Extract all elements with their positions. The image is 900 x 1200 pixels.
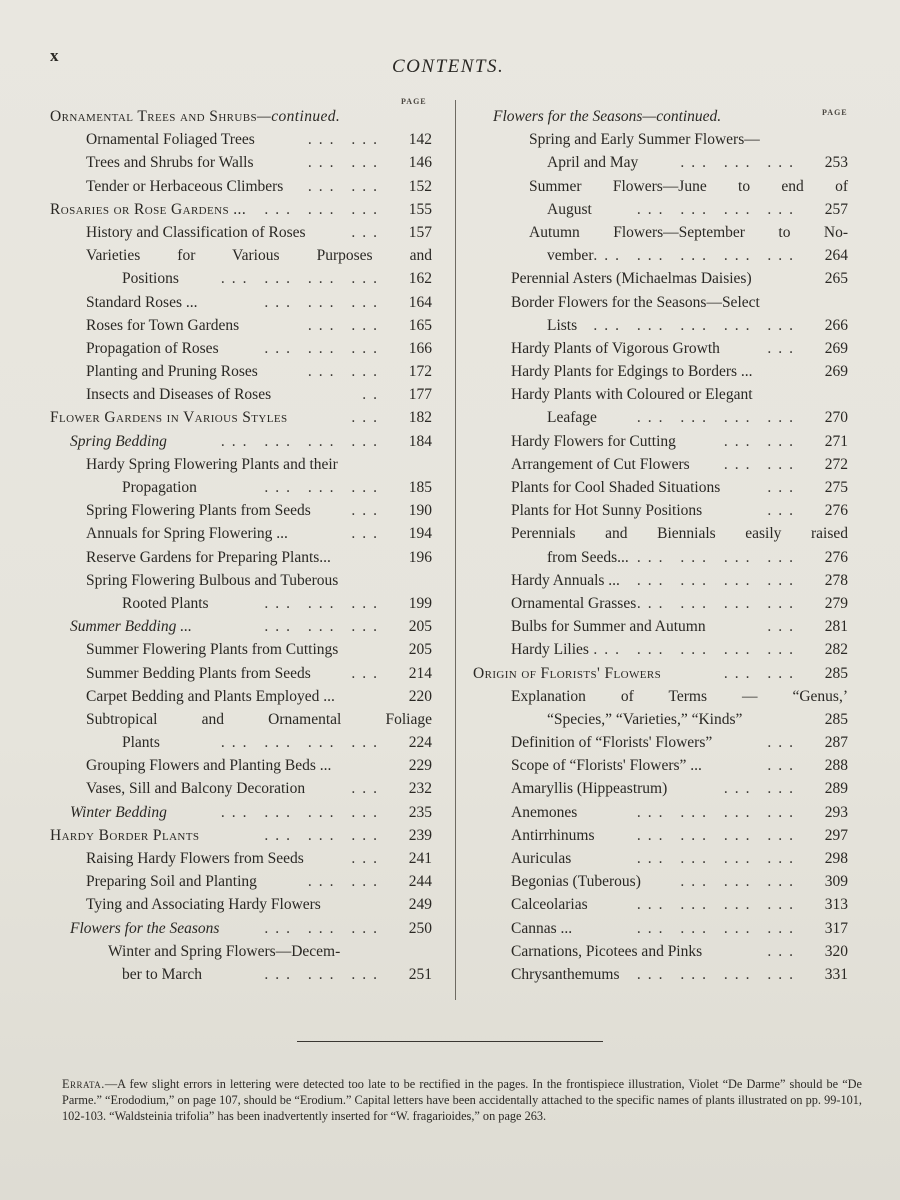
leader-dots: ... ... ... ... <box>636 409 800 427</box>
toc-page-number: 266 <box>824 316 848 334</box>
contents-right-column <box>473 105 848 986</box>
column-divider <box>455 100 456 1000</box>
toc-page-number: 224 <box>408 734 432 752</box>
toc-page-number: 281 <box>824 618 848 636</box>
leader-dots: ... ... ... <box>680 154 800 172</box>
toc-entry-title: Begonias (Tuberous) <box>511 873 641 891</box>
page-folio: x <box>50 46 60 65</box>
toc-page-number: 251 <box>408 965 432 983</box>
continued-suffix: —continued. <box>257 108 341 125</box>
toc-page-number: 244 <box>408 873 432 891</box>
toc-page-number: 146 <box>408 154 432 172</box>
toc-page-number: 279 <box>824 594 848 612</box>
toc-entry-title: Hardy Annuals ... <box>511 571 620 589</box>
toc-entry <box>473 267 848 290</box>
leader-dots: ... ... ... ... <box>220 734 384 752</box>
leader-dots: ... ... <box>723 455 800 473</box>
toc-entry <box>473 499 848 522</box>
toc-page-number: 269 <box>824 339 848 357</box>
toc-entry-title: Antirrhinums <box>511 826 595 844</box>
toc-page-number: 220 <box>408 687 432 705</box>
toc-entry-title: History and Classification of Roses <box>86 223 306 241</box>
toc-entry-title: Hardy Lilies <box>511 641 589 659</box>
footnote-rule <box>297 1041 603 1042</box>
leader-dots: ... ... ... ... <box>636 850 800 867</box>
toc-page-number: 288 <box>824 757 848 775</box>
continued-suffix: —continued. <box>642 108 722 125</box>
leader-dots: ... ... <box>307 154 384 172</box>
toc-entry <box>50 731 432 754</box>
toc-entry <box>473 244 848 267</box>
toc-entry <box>473 708 848 731</box>
toc-page-number: 152 <box>408 177 432 195</box>
toc-entry <box>473 406 848 429</box>
toc-entry <box>50 638 432 661</box>
leader-dots: ... ... ... <box>264 200 384 218</box>
toc-page-number: 166 <box>408 339 432 357</box>
toc-entry-title: Reserve Gardens for Preparing Plants... <box>86 548 331 566</box>
toc-entry <box>50 870 432 893</box>
toc-entry-title: Anemones <box>511 803 578 821</box>
toc-entry <box>50 569 432 592</box>
toc-page-number: 214 <box>408 664 432 682</box>
toc-page-number: 196 <box>408 548 432 566</box>
toc-page-number: 172 <box>408 363 432 381</box>
toc-page-number: 317 <box>824 919 848 937</box>
toc-entry <box>473 801 848 824</box>
toc-entry-title: from Seeds... <box>547 548 629 566</box>
toc-entry <box>473 662 848 685</box>
toc-page-number: 232 <box>408 780 432 798</box>
toc-entry-title: Summer Flowering Plants from Cuttings <box>86 641 339 659</box>
leader-dots: ... <box>767 339 800 357</box>
toc-entry-title: Planting and Pruning Roses <box>86 363 258 381</box>
toc-entry-title: Tender or Herbaceous Climbers <box>86 177 284 195</box>
toc-entry <box>50 847 432 870</box>
toc-entry-title: Hardy Border Plants <box>50 826 200 844</box>
toc-entry <box>473 940 848 963</box>
leader-dots: ... ... ... <box>264 293 384 311</box>
toc-entry-title: April and May <box>547 154 639 172</box>
toc-entry-title: Winter Bedding <box>70 803 167 821</box>
toc-page-number: 241 <box>408 850 432 867</box>
leader-dots: ... <box>351 409 384 427</box>
leader-dots: ... ... ... ... <box>636 594 800 612</box>
toc-entry-title: Autumn Flowers—September to No- <box>529 223 848 241</box>
toc-entry-title: August <box>547 200 592 218</box>
leader-dots: ... ... <box>307 316 384 334</box>
toc-page-number: 313 <box>824 896 848 914</box>
toc-page-number: 285 <box>824 664 848 682</box>
toc-page-number: 276 <box>824 502 848 520</box>
toc-page-number: 185 <box>408 479 432 496</box>
toc-page-number: 297 <box>824 826 848 844</box>
toc-entry-title: Grouping Flowers and Planting Beds ... <box>86 757 332 775</box>
toc-entry-title: Rosaries or Rose Gardens ... <box>50 200 247 218</box>
toc-entry-title: Roses for Town Gardens <box>86 316 240 334</box>
toc-entry-title: Hardy Plants of Vigorous Growth <box>511 339 720 357</box>
toc-entry-title: Hardy Spring Flowering Plants and their <box>86 455 338 473</box>
errata-note <box>62 1076 862 1124</box>
contents-left-column <box>50 105 432 986</box>
leader-dots: ... ... ... <box>264 919 384 937</box>
toc-entry <box>50 198 432 221</box>
leader-dots: ... ... <box>307 177 384 195</box>
toc-entry-title: Hardy Flowers for Cutting <box>511 432 676 450</box>
toc-entry <box>473 453 848 476</box>
toc-entry <box>473 151 848 174</box>
toc-entry <box>50 430 432 453</box>
toc-entry-title: Preparing Soil and Planting <box>86 873 257 891</box>
leader-dots: ... <box>351 850 384 867</box>
toc-entry-title: Summer Bedding ... <box>70 618 192 636</box>
toc-entry <box>50 267 432 290</box>
toc-entry-title: Hardy Plants with Coloured or Elegant <box>511 386 753 404</box>
toc-entry-title: Positions <box>122 270 179 288</box>
toc-entry-title: Perennial Asters (Michaelmas Daisies) <box>511 270 752 288</box>
leader-dots: ... ... ... <box>680 873 800 891</box>
toc-entry <box>473 685 848 708</box>
leader-dots: ... ... <box>723 664 800 682</box>
toc-entry <box>50 128 432 151</box>
toc-entry-title: Standard Roses ... <box>86 293 198 311</box>
toc-entry <box>50 940 432 963</box>
leader-dots: ... <box>767 502 800 520</box>
leader-dots: ... ... ... <box>264 479 384 496</box>
toc-entry-title: Ornamental Foliaged Trees <box>86 131 255 149</box>
toc-entry-title: Flower Gardens in Various Styles <box>50 409 288 427</box>
toc-entry-title: Trees and Shrubs for Walls <box>86 154 254 172</box>
toc-entry <box>50 592 432 615</box>
errata-text: —A few slight errors in lettering were detected too late to be rectified in the pages. In the frontispiece illustration, Violet “De Darme” should be “De Parme.” “Erododium,” on page 107, should be “Erodium.” Capital letters have been accidentally attached to the specific names of plants illustrated on pp. 99-101, 102-103. “Waldsteinia trifolia” has been inadvertently inserted for “W. fragarioides,” on page 263. <box>62 1077 862 1123</box>
toc-entry <box>473 569 848 592</box>
toc-page-number: 165 <box>408 316 432 334</box>
toc-entry-title: Plants for Cool Shaded Situations <box>511 479 721 496</box>
toc-entry <box>50 291 432 314</box>
toc-entry <box>50 314 432 337</box>
toc-page-number: 194 <box>408 525 432 543</box>
toc-page-number: 157 <box>408 223 432 241</box>
toc-page-number: 309 <box>824 873 848 891</box>
toc-page-number: 229 <box>408 757 432 775</box>
toc-entry-title: Tying and Associating Hardy Flowers <box>86 896 321 914</box>
toc-entry <box>473 754 848 777</box>
leader-dots: ... ... ... ... <box>636 826 800 844</box>
toc-page-number: 287 <box>824 734 848 752</box>
toc-entry <box>50 383 432 406</box>
toc-entry <box>50 824 432 847</box>
toc-entry-title: Explanation of Terms — “Genus,’ <box>511 687 848 705</box>
toc-entry <box>50 522 432 545</box>
toc-entry <box>473 383 848 406</box>
leader-dots: ... <box>767 479 800 496</box>
toc-page-number: 162 <box>408 270 432 288</box>
leader-dots: ... <box>351 780 384 798</box>
toc-entry-title: Raising Hardy Flowers from Seeds <box>86 850 304 867</box>
toc-entry-title: “Species,” “Varieties,” “Kinds” <box>547 710 743 728</box>
toc-entry-title: vember <box>547 247 594 265</box>
toc-entry <box>473 291 848 314</box>
toc-entry-title: Propagation of Roses <box>86 339 219 357</box>
toc-entry-title: Lists <box>547 316 578 334</box>
toc-page-number: 235 <box>408 803 432 821</box>
toc-page-number: 276 <box>824 548 848 566</box>
leader-dots: ... <box>767 942 800 960</box>
toc-entry <box>473 963 848 986</box>
toc-entry <box>50 801 432 824</box>
toc-entry <box>50 453 432 476</box>
leader-dots: ... ... <box>307 131 384 149</box>
toc-entry-title: Scope of “Florists' Flowers” ... <box>511 757 702 775</box>
toc-entry <box>473 105 848 128</box>
leader-dots: ... ... ... ... <box>220 803 384 821</box>
toc-page-number: 265 <box>824 270 848 288</box>
toc-entry-title: Cannas ... <box>511 919 573 937</box>
errata-label: Errata. <box>62 1077 105 1091</box>
toc-page-number: 184 <box>408 432 432 450</box>
leader-dots: ... ... ... <box>264 826 384 844</box>
toc-entry <box>473 476 848 499</box>
toc-page-number: 239 <box>408 826 432 844</box>
toc-entry <box>473 824 848 847</box>
toc-entry <box>50 615 432 638</box>
toc-entry-title: Flowers for the Seasons <box>70 919 220 937</box>
leader-dots: ... ... ... ... <box>636 919 800 937</box>
leader-dots: ... ... ... ... <box>636 548 800 566</box>
toc-entry <box>473 592 848 615</box>
toc-entry <box>50 685 432 708</box>
toc-entry <box>473 175 848 198</box>
toc-entry-title: Subtropical and Ornamental Foliage <box>86 710 432 728</box>
leader-dots: ... ... ... ... <box>636 965 800 983</box>
toc-page-number: 205 <box>408 641 432 659</box>
leader-dots: ... ... ... ... <box>636 200 800 218</box>
leader-dots: ... <box>767 757 800 775</box>
toc-page-number: 257 <box>824 200 848 218</box>
toc-entry-title: Perennials and Biennials easily raised <box>511 525 848 543</box>
toc-entry-title: Origin of Florists' Flowers <box>473 664 662 682</box>
toc-entry-title: Leafage <box>547 409 597 427</box>
leader-dots: ... ... ... ... ... <box>593 247 800 265</box>
toc-entry <box>50 337 432 360</box>
toc-entry <box>473 430 848 453</box>
toc-entry <box>473 128 848 151</box>
toc-entry <box>50 175 432 198</box>
toc-entry <box>473 198 848 221</box>
toc-entry-title: Vases, Sill and Balcony Decoration <box>86 780 306 798</box>
toc-entry <box>473 360 848 383</box>
toc-page-number: 249 <box>408 896 432 914</box>
leader-dots: ... <box>351 502 384 520</box>
toc-page-number: 269 <box>824 363 848 381</box>
toc-page-number: 177 <box>408 386 432 404</box>
leader-dots: ... ... ... <box>264 965 384 983</box>
toc-entry-title: Ornamental Grasses <box>511 594 637 612</box>
leader-dots: ... ... ... ... <box>220 270 384 288</box>
toc-entry <box>50 476 432 499</box>
toc-page-number: 182 <box>408 409 432 427</box>
leader-dots: ... ... <box>723 780 800 798</box>
toc-entry-title: Ornamental Trees and Shrubs—continued. <box>50 108 341 125</box>
toc-page-number: 199 <box>408 594 432 612</box>
leader-dots: ... ... ... <box>264 618 384 636</box>
toc-page-number: 271 <box>824 432 848 450</box>
leader-dots: ... ... ... ... <box>636 896 800 914</box>
toc-entry-title: Varieties for Various Purposes and <box>86 247 432 265</box>
toc-entry <box>50 105 432 128</box>
toc-entry-title: ber to March <box>122 965 203 983</box>
toc-entry-title: Plants <box>122 734 160 752</box>
leader-dots: ... ... ... ... ... <box>593 316 800 334</box>
right-page-column-header: PAGE <box>822 108 848 117</box>
toc-page-number: 142 <box>408 131 432 149</box>
toc-page-number: 285 <box>824 710 848 728</box>
toc-entry-title: Flowers for the Seasons—continued. <box>493 108 722 125</box>
toc-page-number: 320 <box>824 942 848 960</box>
toc-page-number: 164 <box>408 293 432 311</box>
toc-entry <box>473 522 848 545</box>
toc-entry <box>50 406 432 429</box>
toc-entry-title: Definition of “Florists' Flowers” <box>511 734 713 752</box>
toc-entry-title: Spring and Early Summer Flowers— <box>529 131 760 149</box>
toc-entry-title: Winter and Spring Flowers—Decem- <box>108 942 341 960</box>
toc-entry <box>473 221 848 244</box>
toc-entry <box>473 314 848 337</box>
toc-entry-title: Annuals for Spring Flowering ... <box>86 525 288 543</box>
left-page-column-header: PAGE <box>401 97 427 106</box>
leader-dots: ... <box>351 223 384 241</box>
toc-entry-title: Spring Flowering Bulbous and Tuberous <box>86 571 339 589</box>
toc-entry-title: Plants for Hot Sunny Positions <box>511 502 703 520</box>
toc-entry-title: Auriculas <box>511 850 572 867</box>
toc-entry-title: Spring Bedding <box>70 432 167 450</box>
leader-dots: ... ... <box>307 363 384 381</box>
toc-page-number: 250 <box>408 919 432 937</box>
toc-entry-title: Carpet Bedding and Plants Employed ... <box>86 687 335 705</box>
toc-entry-title: Hardy Plants for Edgings to Borders ... <box>511 363 753 381</box>
toc-page-number: 270 <box>824 409 848 427</box>
toc-page-number: 331 <box>824 965 848 983</box>
toc-entry <box>473 917 848 940</box>
toc-entry-title: Spring Flowering Plants from Seeds <box>86 502 311 520</box>
leader-dots: ... ... ... ... ... <box>593 641 800 659</box>
toc-entry <box>473 731 848 754</box>
toc-entry <box>50 546 432 569</box>
leader-dots: ... ... <box>723 432 800 450</box>
toc-page-number: 275 <box>824 479 848 496</box>
toc-entry-title: Propagation <box>122 479 197 496</box>
toc-entry <box>50 360 432 383</box>
toc-entry <box>473 546 848 569</box>
leader-dots: ... <box>767 734 800 752</box>
toc-entry-title: Amaryllis (Hippeastrum) <box>511 780 668 798</box>
toc-entry <box>50 754 432 777</box>
toc-entry-title: Summer Bedding Plants from Seeds <box>86 664 311 682</box>
toc-entry <box>50 893 432 916</box>
toc-page-number: 205 <box>408 618 432 636</box>
toc-entry-title: Arrangement of Cut Flowers <box>511 455 690 473</box>
toc-entry <box>50 244 432 267</box>
toc-entry-title: Summer Flowers—June to end of <box>529 177 848 195</box>
toc-entry-title: Calceolarias <box>511 896 588 914</box>
toc-entry <box>50 708 432 731</box>
leader-dots: ... <box>351 525 384 543</box>
toc-entry <box>50 662 432 685</box>
toc-entry <box>473 638 848 661</box>
toc-page-number: 253 <box>824 154 848 172</box>
leader-dots: .. <box>362 386 384 404</box>
toc-page-number: 293 <box>824 803 848 821</box>
toc-entry <box>473 615 848 638</box>
toc-page-number: 272 <box>824 455 848 473</box>
toc-page-number: 282 <box>824 641 848 659</box>
toc-entry <box>473 893 848 916</box>
toc-entry <box>50 499 432 522</box>
toc-entry-title: Chrysanthemums <box>511 965 620 983</box>
toc-page-number: 289 <box>824 780 848 798</box>
leader-dots: ... ... <box>307 873 384 891</box>
toc-entry <box>50 777 432 800</box>
toc-entry <box>473 847 848 870</box>
leader-dots: ... ... ... ... <box>636 571 800 589</box>
leader-dots: ... ... ... ... <box>220 432 384 450</box>
leader-dots: ... ... ... <box>264 339 384 357</box>
toc-entry <box>473 777 848 800</box>
toc-page-number: 155 <box>408 200 432 218</box>
leader-dots: ... ... ... ... <box>636 803 800 821</box>
toc-page-number: 190 <box>408 502 432 520</box>
toc-entry-title: Carnations, Picotees and Pinks <box>511 942 703 960</box>
leader-dots: ... <box>351 664 384 682</box>
toc-entry <box>50 917 432 940</box>
toc-entry-title: Insects and Diseases of Roses <box>86 386 272 404</box>
toc-page-number: 264 <box>824 247 848 265</box>
toc-entry-title: Rooted Plants <box>122 594 209 612</box>
toc-entry-title: Border Flowers for the Seasons—Select <box>511 293 760 311</box>
leader-dots: ... ... ... <box>264 594 384 612</box>
toc-page-number: 278 <box>824 571 848 589</box>
running-head: CONTENTS. <box>392 56 505 77</box>
toc-entry <box>50 151 432 174</box>
leader-dots: ... <box>767 618 800 636</box>
toc-entry <box>50 221 432 244</box>
toc-entry-title: Bulbs for Summer and Autumn <box>511 618 706 636</box>
toc-entry <box>50 963 432 986</box>
toc-entry <box>473 870 848 893</box>
toc-entry <box>473 337 848 360</box>
toc-page-number: 298 <box>824 850 848 867</box>
